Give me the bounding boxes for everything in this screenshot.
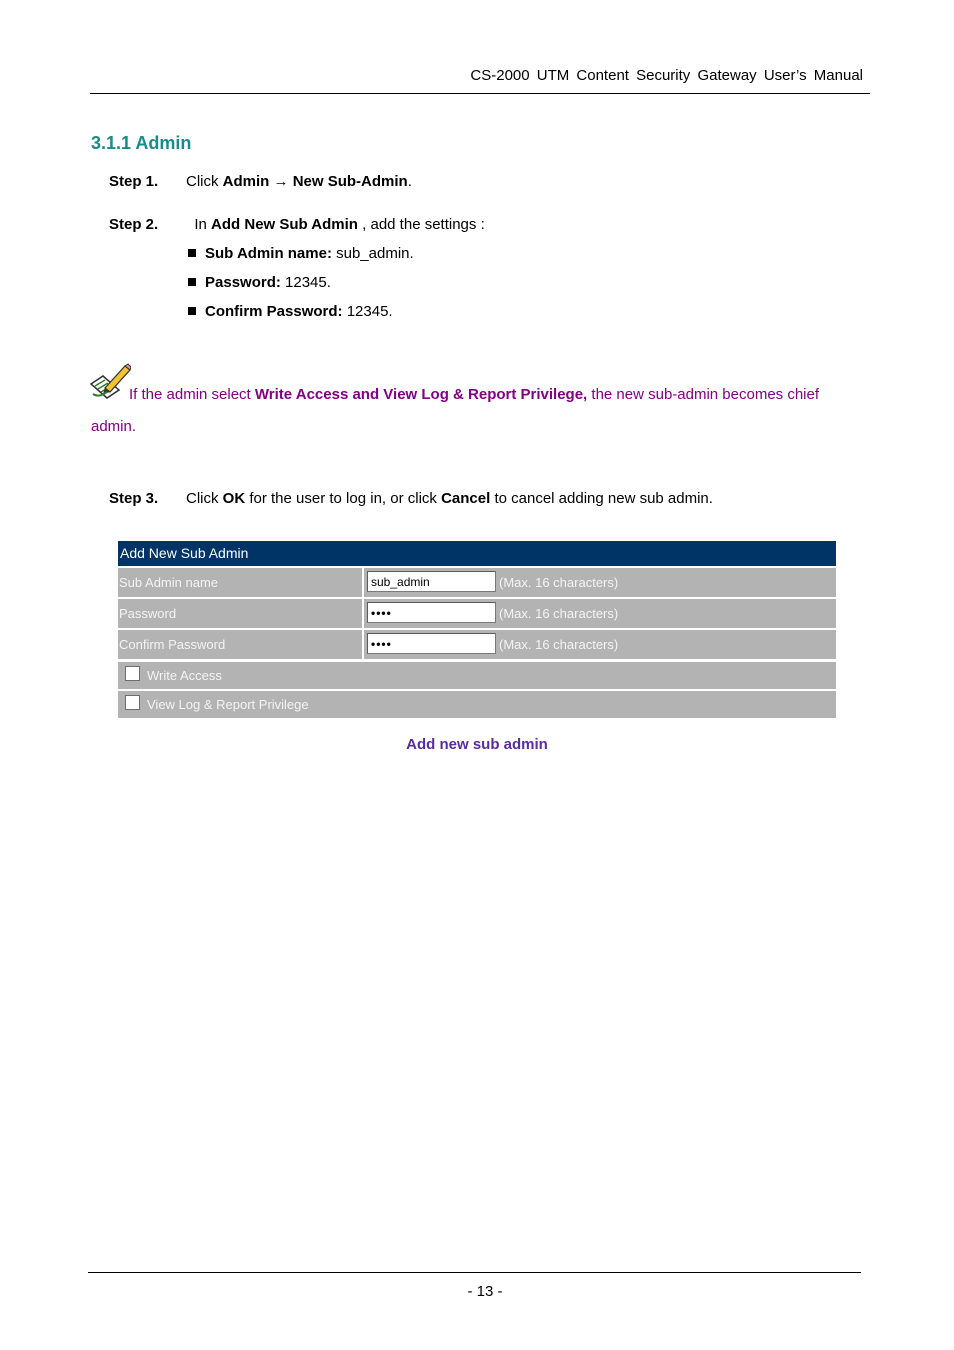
bullet-password: Password: 12345. — [188, 274, 331, 291]
field-label: Sub Admin name — [118, 568, 364, 597]
confirm-password-input[interactable] — [367, 633, 496, 654]
view-log-row — [118, 691, 836, 718]
square-bullet-icon — [188, 307, 196, 315]
pencil-note-icon — [89, 362, 131, 402]
add-sub-admin-panel — [118, 541, 836, 718]
field-label: Password — [118, 599, 364, 628]
field-hint: (Max. 16 characters) — [499, 637, 619, 652]
manual-header: CS-2000 UTM Content Security Gateway User’s Manual — [470, 67, 863, 84]
header-divider — [90, 93, 870, 94]
field-hint: (Max. 16 characters) — [499, 575, 619, 590]
bullet-sub-admin-name: Sub Admin name: sub_admin. — [188, 245, 414, 262]
write-access-row — [118, 662, 836, 689]
password-row — [118, 599, 836, 628]
bullet-confirm-password: Confirm Password: 12345. — [188, 303, 393, 320]
view-log-report-checkbox[interactable] — [125, 695, 140, 710]
step-1: Step 1. Click Admin → New Sub-Admin. — [109, 173, 412, 190]
field-hint: (Max. 16 characters) — [499, 606, 619, 621]
step-3: Step 3. Click OK for the user to log in, or click Cancel to cancel adding new sub admin. — [109, 490, 713, 507]
step-label: Step 2. — [109, 216, 159, 233]
square-bullet-icon — [188, 278, 196, 286]
step-label: Step 3. — [109, 490, 159, 507]
checkbox-label: View Log & Report Privilege — [147, 697, 309, 712]
sub-admin-name-input[interactable] — [367, 571, 496, 592]
step-2: Step 2. In Add New Sub Admin , add the settings : — [109, 216, 485, 233]
figure-caption: Add new sub admin — [406, 736, 548, 753]
password-input[interactable] — [367, 602, 496, 623]
confirm-password-row — [118, 630, 836, 659]
note-text-continued: admin. — [91, 418, 137, 435]
write-access-checkbox[interactable] — [125, 666, 140, 681]
note-text: If the admin select Write Access and View Log & Report Privilege, the new sub-admin becomes chief — [129, 386, 820, 403]
step-label: Step 1. — [109, 173, 159, 190]
field-label: Confirm Password — [118, 630, 364, 659]
footer-divider — [88, 1272, 861, 1273]
checkbox-label: Write Access — [147, 668, 222, 683]
section-title: 3.1.1 Admin — [91, 133, 192, 153]
panel-title: Add New Sub Admin — [118, 541, 836, 566]
square-bullet-icon — [188, 249, 196, 257]
page-number: - 13 - — [467, 1283, 503, 1300]
sub-admin-name-row — [118, 568, 836, 597]
